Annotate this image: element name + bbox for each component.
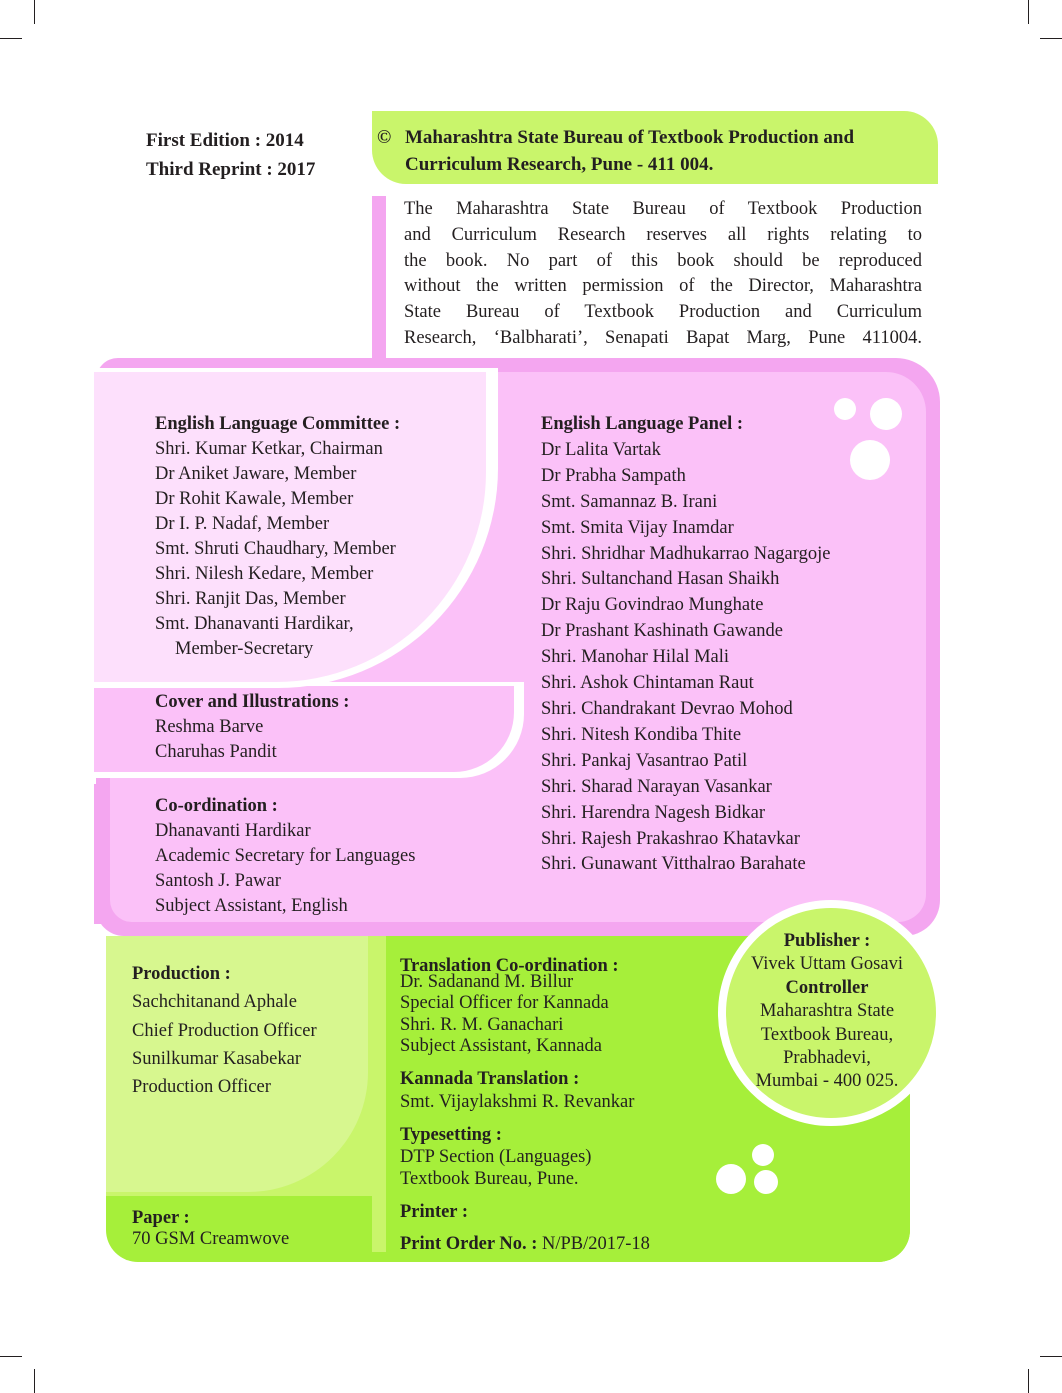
committee-member: Smt. Dhanavanti Hardikar, <box>155 614 354 634</box>
committee-member: Shri. Kumar Ketkar, Chairman <box>155 439 383 459</box>
publisher-heading: Publisher : <box>783 931 871 951</box>
third-reprint: Third Reprint : 2017 <box>146 159 316 180</box>
panel-member: Dr Lalita Vartak <box>541 439 661 460</box>
decorative-dot <box>870 398 902 430</box>
publisher-section <box>724 930 930 1094</box>
decorative-dot <box>716 1164 746 1194</box>
copyright-symbol: © <box>377 127 392 148</box>
panel-member: Shri. Sultanchand Hasan Shaikh <box>541 569 780 590</box>
publisher-name: Vivek Uttam Gosavi <box>750 954 903 975</box>
coordination-strip <box>94 784 106 924</box>
print-order-value: N/PB/2017-18 <box>541 1234 650 1254</box>
kannada-section <box>400 1068 634 1114</box>
translation-line: Dr. Sadanand M. Billur <box>400 971 574 992</box>
rights-line: Research, ‘Balbharati’, Senapati Bapat Marg, Pune 411004. <box>404 327 922 348</box>
panel-member: Smt. Smita Vijay Inamdar <box>541 517 734 538</box>
crop-mark <box>1040 38 1062 39</box>
translation-line: Subject Assistant, Kannada <box>400 1036 602 1057</box>
paper-heading: Paper : <box>132 1208 190 1228</box>
printer-heading: Printer : <box>400 1202 468 1222</box>
publisher-line: Maharashtra State <box>759 1001 895 1022</box>
first-edition: First Edition : 2014 <box>146 130 304 151</box>
panel-member: Shri. Sharad Narayan Vasankar <box>541 776 772 797</box>
committee-member: Dr Aniket Jaware, Member <box>155 464 357 484</box>
panel-member: Shri. Chandrakant Devrao Mohod <box>541 698 793 719</box>
rights-accent-bar <box>372 196 386 361</box>
coordination-section <box>155 794 415 919</box>
panel-section <box>541 412 830 878</box>
decorative-dot <box>834 398 856 420</box>
cover-name: Charuhas Pandit <box>155 742 277 762</box>
panel-member: Shri. Nitesh Kondiba Thite <box>541 724 742 745</box>
crop-mark <box>1028 0 1029 24</box>
typesetting-line: DTP Section (Languages) <box>400 1147 592 1167</box>
rights-statement <box>404 197 922 352</box>
print-order-section <box>400 1232 650 1257</box>
panel-heading: English Language Panel : <box>541 414 744 434</box>
panel-member: Shri. Ashok Chintaman Raut <box>541 673 754 694</box>
green-separator <box>372 936 386 1252</box>
print-order-label: Print Order No. : <box>400 1234 538 1254</box>
kannada-value: Smt. Vijaylakshmi R. Revankar <box>400 1092 635 1112</box>
printer-section <box>400 1200 468 1225</box>
crop-mark <box>34 1369 35 1393</box>
decorative-dot <box>850 440 890 480</box>
translation-line: Shri. R. M. Ganachari <box>400 1014 564 1035</box>
committee-member: Dr I. P. Nadaf, Member <box>155 514 330 534</box>
committee-member: Shri. Ranjit Das, Member <box>155 589 346 609</box>
publisher-line: Mumbai - 400 025. <box>755 1071 899 1092</box>
production-line: Sunilkumar Kasabekar <box>132 1048 302 1069</box>
paper-section <box>132 1208 289 1250</box>
translation-section <box>400 956 619 1058</box>
production-line: Production Officer <box>132 1077 271 1098</box>
coordination-line: Academic Secretary for Languages <box>155 846 416 866</box>
edition-info <box>146 126 315 184</box>
panel-member: Dr Prashant Kashinath Gawande <box>541 621 783 642</box>
panel-member: Smt. Samannaz B. Irani <box>541 491 718 512</box>
committee-member: Shri. Nilesh Kedare, Member <box>155 564 374 584</box>
rights-line: and Curriculum Research reserves all rights relating to <box>404 224 922 245</box>
paper-value: 70 GSM Creamwove <box>132 1229 290 1249</box>
panel-member: Shri. Harendra Nagesh Bidkar <box>541 802 765 823</box>
cover-heading: Cover and Illustrations : <box>155 692 350 712</box>
panel-member: Shri. Rajesh Prakashrao Khatavkar <box>541 828 800 849</box>
cover-section <box>155 690 349 765</box>
crop-mark <box>0 1356 22 1357</box>
rights-line: the book. No part of this book should be reproduced <box>404 250 922 271</box>
production-line: Chief Production Officer <box>132 1020 317 1041</box>
crop-mark <box>1040 1356 1062 1357</box>
committee-member: Smt. Shruti Chaudhary, Member <box>155 539 396 559</box>
panel-member: Shri. Manohar Hilal Mali <box>541 647 730 668</box>
decorative-dot <box>754 1170 778 1194</box>
decorative-dot <box>752 1144 774 1166</box>
kannada-heading: Kannada Translation : <box>400 1069 580 1089</box>
committee-member: Dr Rohit Kawale, Member <box>155 489 354 509</box>
coordination-line: Dhanavanti Hardikar <box>155 821 311 841</box>
production-heading: Production : <box>132 964 231 984</box>
panel-member: Shri. Gunawant Vitthalrao Barahate <box>541 854 806 875</box>
copyright-line: Curriculum Research, Pune - 411 004. <box>405 154 714 175</box>
coordination-heading: Co-ordination : <box>155 796 278 816</box>
translation-heading: Translation Co-ordination : <box>400 956 619 976</box>
cover-name: Reshma Barve <box>155 717 264 737</box>
typesetting-line: Textbook Bureau, Pune. <box>400 1169 579 1189</box>
crop-mark <box>34 0 35 24</box>
committee-member: Member-Secretary <box>175 639 314 659</box>
committee-heading: English Language Committee : <box>155 414 401 434</box>
panel-member: Shri. Pankaj Vasantrao Patil <box>541 750 748 771</box>
publisher-role: Controller <box>785 977 869 998</box>
translation-line: Special Officer for Kannada <box>400 993 609 1014</box>
publisher-line: Textbook Bureau, <box>760 1024 894 1045</box>
committee-section <box>155 412 400 662</box>
production-section <box>132 960 317 1101</box>
crop-mark <box>0 38 22 39</box>
panel-member: Dr Prabha Sampath <box>541 465 686 486</box>
panel-member: Dr Raju Govindrao Munghate <box>541 595 764 616</box>
copyright-line: Maharashtra State Bureau of Textbook Production and <box>405 127 855 148</box>
rights-line: State Bureau of Textbook Production and Curriculum <box>404 302 922 323</box>
crop-mark <box>1028 1369 1029 1393</box>
publisher-line: Prabhadevi, <box>783 1048 871 1069</box>
panel-member: Shri. Shridhar Madhukarrao Nagargoje <box>541 543 831 564</box>
rights-line: The Maharashtra State Bureau of Textbook Production <box>404 199 922 219</box>
coordination-line: Santosh J. Pawar <box>155 871 281 891</box>
rights-line: without the written permission of the Director, Maharashtra <box>404 276 922 297</box>
typesetting-heading: Typesetting : <box>400 1125 502 1145</box>
coordination-line: Subject Assistant, English <box>155 896 348 916</box>
production-line: Sachchitanand Aphale <box>132 992 297 1013</box>
typesetting-section <box>400 1124 591 1190</box>
